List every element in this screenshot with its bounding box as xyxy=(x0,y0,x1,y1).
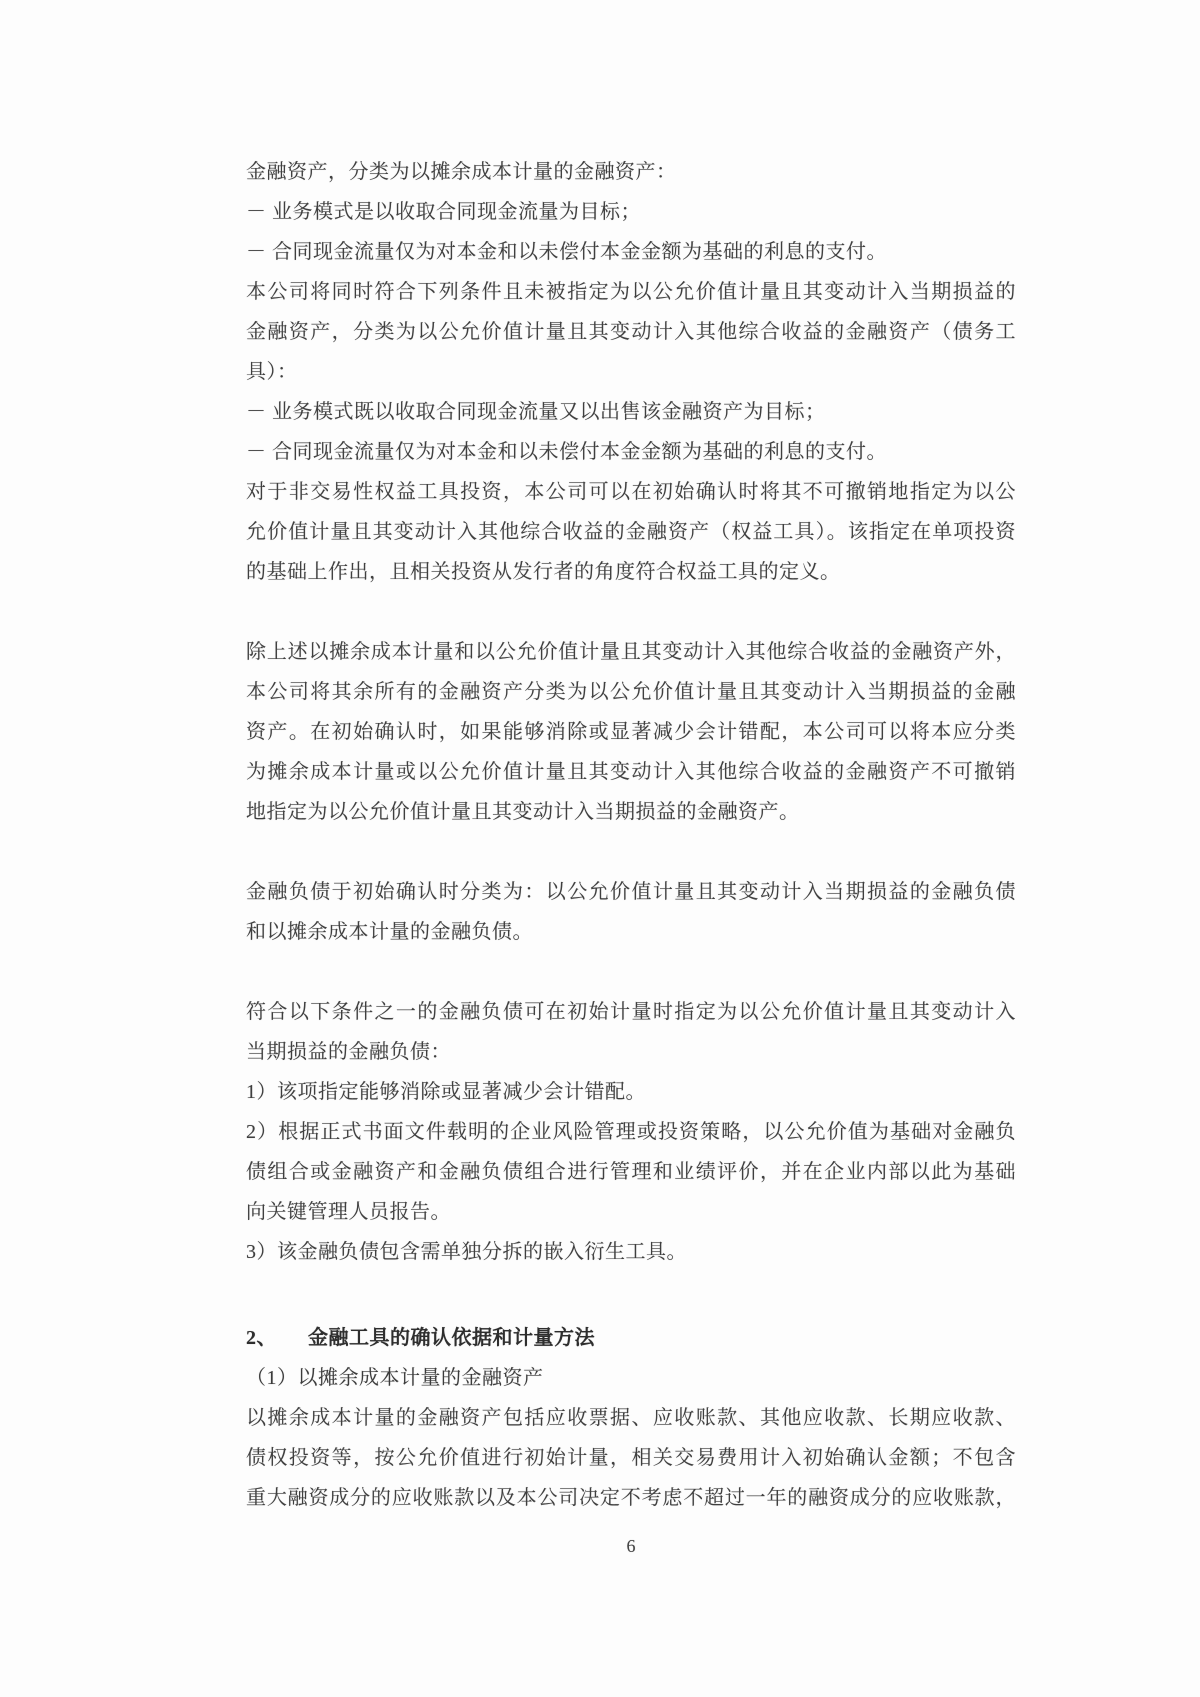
text-line: 允价值计量且其变动计入其他综合收益的金融资产（权益工具）。该指定在单项投资 xyxy=(246,521,1016,543)
section-heading xyxy=(246,1318,1016,1358)
text-line: － 合同现金流量仅为对本金和以未偿付本金金额为基础的利息的支付。 xyxy=(246,441,887,463)
text-line: 和以摊余成本计量的金融负债。 xyxy=(246,921,533,943)
text-line: 地指定为以公允价值计量且其变动计入当期损益的金融资产。 xyxy=(246,801,800,823)
text-line: 重大融资成分的应收账款以及本公司决定不考虑不超过一年的融资成分的应收账款， xyxy=(246,1487,1016,1509)
subsection-heading: （1）以摊余成本计量的金融资产 xyxy=(246,1367,544,1389)
text-line: 债组合或金融资产和金融负债组合进行管理和业绩评价，并在企业内部以此为基础 xyxy=(246,1161,1016,1183)
text-line: 以摊余成本计量的金融资产包括应收票据、应收账款、其他应收款、长期应收款、 xyxy=(246,1407,1016,1429)
text-line: 的基础上作出，且相关投资从发行者的角度符合权益工具的定义。 xyxy=(246,561,841,583)
text-line: 为摊余成本计量或以公允价值计量且其变动计入其他综合收益的金融资产不可撤销 xyxy=(246,761,1016,783)
text-line: － 合同现金流量仅为对本金和以未偿付本金金额为基础的利息的支付。 xyxy=(246,241,887,263)
document-body xyxy=(246,152,1016,1518)
text-line: － 业务模式既以收取合同现金流量又以出售该金融资产为目标； xyxy=(246,401,826,423)
text-line: 资产。在初始确认时，如果能够消除或显著减少会计错配，本公司可以将本应分类 xyxy=(246,721,1016,743)
text-line: 金融资产，分类为以公允价值计量且其变动计入其他综合收益的金融资产（债务工 xyxy=(246,321,1016,343)
text-line: 债权投资等，按公允价值进行初始计量，相关交易费用计入初始确认金额；不包含 xyxy=(246,1447,1016,1469)
text-line: 对于非交易性权益工具投资，本公司可以在初始确认时将其不可撤销地指定为以公 xyxy=(246,481,1016,503)
text-line: 符合以下条件之一的金融负债可在初始计量时指定为以公允价值计量且其变动计入 xyxy=(246,1001,1016,1023)
text-line: 3）该金融负债包含需单独分拆的嵌入衍生工具。 xyxy=(246,1241,687,1263)
text-line: 本公司将其余所有的金融资产分类为以公允价值计量且其变动计入当期损益的金融 xyxy=(246,681,1016,703)
text-line: － 业务模式是以收取合同现金流量为目标； xyxy=(246,201,641,223)
text-line: 当期损益的金融负债： xyxy=(246,1041,451,1063)
text-line: 金融资产，分类为以摊余成本计量的金融资产： xyxy=(246,161,677,183)
text-line: 本公司将同时符合下列条件且未被指定为以公允价值计量且其变动计入当期损益的 xyxy=(246,281,1016,303)
text-line: 金融负债于初始确认时分类为：以公允价值计量且其变动计入当期损益的金融负债 xyxy=(246,881,1016,903)
section-number: 2、 xyxy=(246,1327,277,1349)
text-line: 向关键管理人员报告。 xyxy=(246,1201,451,1223)
page-number: 6 xyxy=(626,1536,636,1556)
text-line: 具）： xyxy=(246,361,298,383)
text-line: 除上述以摊余成本计量和以公允价值计量且其变动计入其他综合收益的金融资产外， xyxy=(246,641,1016,663)
text-line: 2）根据正式书面文件载明的企业风险管理或投资策略，以公允价值为基础对金融负 xyxy=(246,1121,1016,1143)
section-title: 金融工具的确认依据和计量方法 xyxy=(308,1327,595,1349)
text-line: 1）该项指定能够消除或显著减少会计错配。 xyxy=(246,1081,646,1103)
